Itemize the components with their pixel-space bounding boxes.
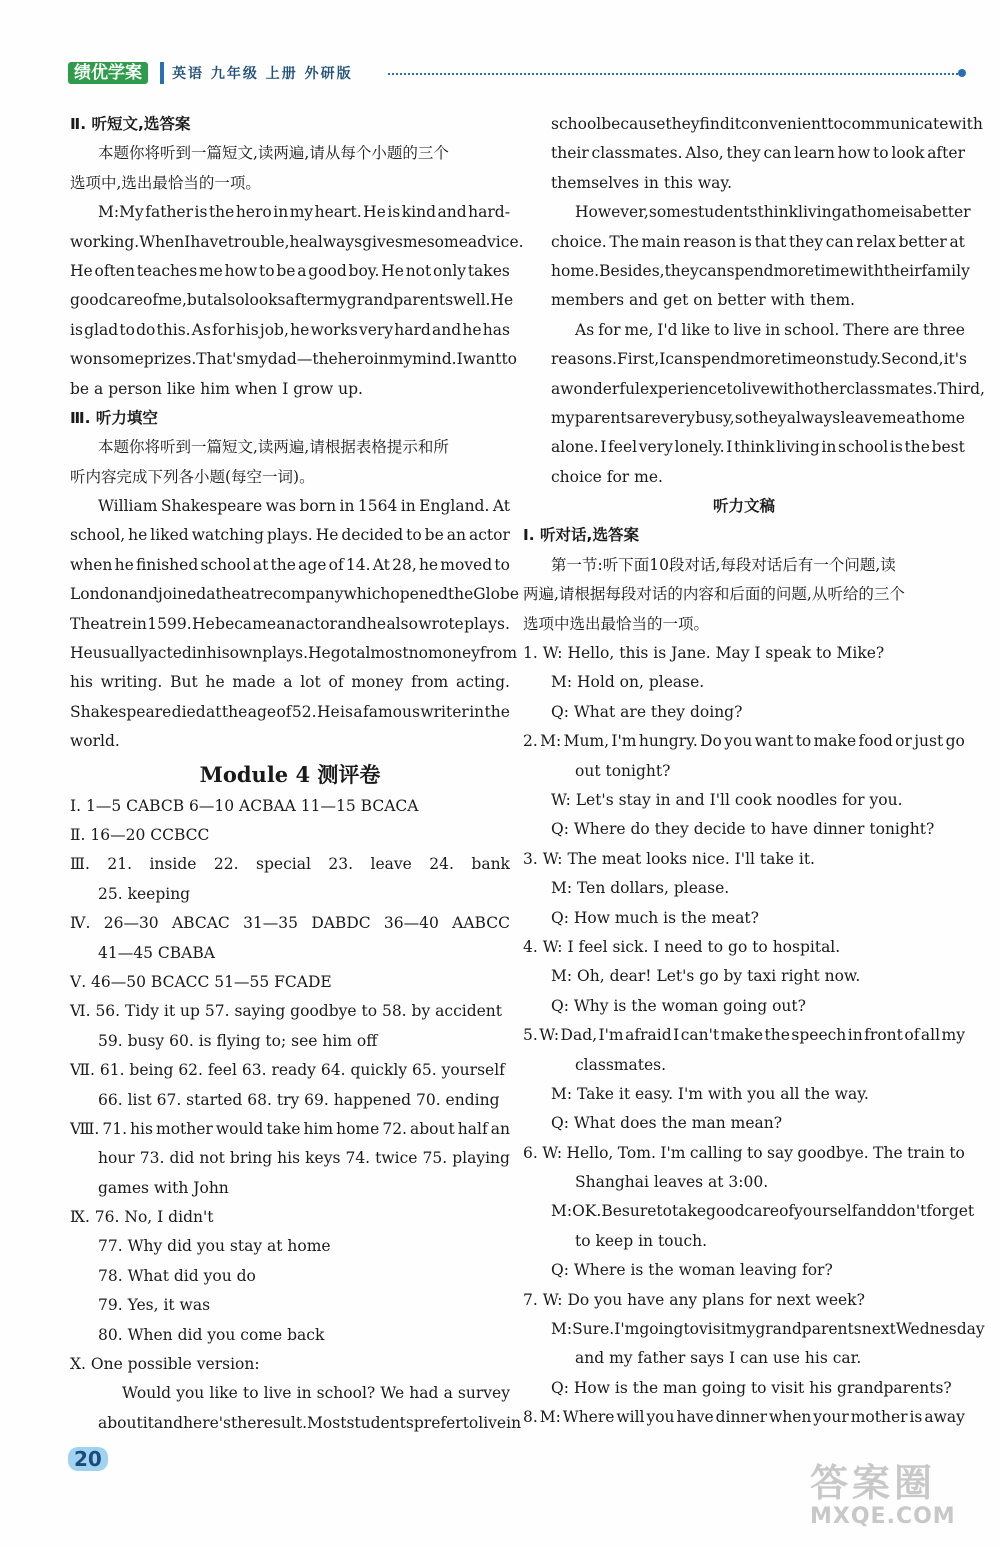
left-text-line: hour 73. did not bring his keys 74. twice 75. playing: [98, 1149, 510, 1168]
right-text-line: 选项中选出最恰当的一项。: [523, 614, 710, 633]
right-text-line: 2. M: Mum, I'm hungry. Do you want to make food or just go: [523, 732, 965, 751]
left-text-line: world.: [70, 732, 120, 751]
left-text-line: Ⅱ. 听短文,选答案: [70, 115, 191, 133]
right-text-line: Q: What does the man mean?: [551, 1114, 783, 1133]
right-text-line: Q: How much is the meat?: [551, 908, 759, 927]
left-text-line: 66. list 67. started 68. try 69. happened 70. ending: [98, 1090, 500, 1109]
right-text-line: a wonderful experience to live with other classmates. Third,: [551, 379, 985, 398]
right-text-line: 两遍,请根据每段对话的内容和后面的问题,从听给的三个: [523, 585, 905, 604]
right-text-line: Q: Where do they decide to have dinner tonight?: [551, 820, 935, 839]
left-text-line: won some prizes. That's my dad—the hero in my mind. I want to: [70, 350, 517, 369]
left-text-line: Ⅴ. 46—50 BCACC 51—55 FCADE: [70, 972, 332, 991]
left-text-line: about it and here's the result. Most students prefer to live in: [98, 1413, 522, 1432]
left-text-line: He often teaches me how to be a good boy. He not only takes: [70, 261, 510, 280]
right-text-line: 6. W: Hello, Tom. I'm calling to say goodbye. The train to: [523, 1143, 965, 1162]
right-text-line: and my father says I can use his car.: [575, 1349, 862, 1368]
right-text-line: my parents are very busy, so they always leave me at home: [551, 408, 965, 427]
right-text-line: Q: Why is the woman going out?: [551, 996, 806, 1015]
right-text-line: 5. W: Dad, I'm afraid I can't make the speech in front of all my: [523, 1026, 965, 1045]
left-text-line: Would you like to live in school? We had a survey: [122, 1384, 510, 1403]
left-text-line: Theatre in 1599. He became an actor and he also wrote plays.: [70, 614, 510, 633]
right-text-line: M: OK. Be sure to take good care of yourself and don't forget: [551, 1202, 975, 1221]
left-text-line: Module 4 测评卷: [199, 761, 381, 787]
book-logo: 绩优学案: [68, 62, 148, 84]
left-text-line: working. When I have trouble, he always gives me some advice.: [70, 232, 524, 251]
watermark: [810, 1462, 980, 1537]
right-text-line: M: Ten dollars, please.: [551, 879, 730, 898]
right-text-line: However, some students think living at home is a better: [575, 203, 971, 222]
right-text-line: 听力文稿: [712, 497, 775, 516]
left-text-line: Ⅹ. One possible version:: [70, 1355, 260, 1374]
left-text-line: 25. keeping: [98, 884, 191, 903]
left-text-line: 78. What did you do: [98, 1266, 256, 1285]
right-text-line: out tonight?: [575, 761, 671, 780]
right-text-line: Q: What are they doing?: [551, 702, 743, 721]
left-text-line: Ⅸ. 76. No, I didn't: [70, 1208, 214, 1227]
left-text-line: good care of me, but also looks after my grandparents well. He: [70, 291, 514, 310]
right-text-line: to keep in touch.: [575, 1231, 708, 1250]
left-text-line: games with John: [98, 1178, 229, 1197]
left-text-line: Ⅷ. 71. his mother would take him home 72. about half an: [70, 1119, 510, 1138]
left-text-line: is glad to do this. As for his job, he works very hard and he has: [70, 320, 510, 339]
page-header: [68, 62, 968, 84]
right-text-line: their classmates. Also, they can learn how to look after: [551, 144, 965, 163]
right-text-line: 8. M: Where will you have dinner when your mother is away: [523, 1408, 965, 1427]
page-number: 20: [68, 1447, 108, 1471]
right-text-line: M: Hold on, please.: [551, 673, 705, 692]
left-text-line: when he finished school at the age of 14. At 28, he moved to: [70, 555, 510, 574]
right-column: [523, 110, 985, 1433]
right-text-line: W: Let's stay in and I'll cook noodles for you.: [551, 790, 903, 809]
right-text-line: M: Take it easy. I'm with you all the way.: [551, 1084, 869, 1103]
right-text-line: 7. W: Do you have any plans for next week?: [523, 1290, 865, 1309]
header-end-dot: [958, 69, 966, 77]
left-text-line: 本题你将听到一篇短文,读两遍,请根据表格提示和所: [98, 438, 449, 457]
right-text-line: reasons. First, I can spend more time on study. Second, it's: [551, 350, 967, 369]
left-text-line: 选项中,选出最恰当的一项。: [70, 173, 261, 192]
left-text-line: Ⅲ. 21. inside 22. special 23. leave 24. bank: [70, 855, 510, 874]
header-subtitle: 英语 九年级 上册 外研版: [172, 66, 353, 82]
right-text-line: Shanghai leaves at 3:00.: [575, 1173, 769, 1192]
right-text-line: M: Sure. I'm going to visit my grandparents next Wednesday: [551, 1320, 985, 1339]
left-text-line: He usually acted in his own plays. He got almost no money from: [70, 644, 518, 663]
left-text-line: 77. Why did you stay at home: [98, 1237, 331, 1256]
left-text-line: Ⅱ. 16—20 CCBCC: [70, 825, 210, 844]
right-text-line: 第一节:听下面10段对话,每段对话后有一个问题,读: [551, 555, 896, 574]
left-text-line: be a person like him when I grow up.: [70, 379, 363, 398]
right-text-line: choice. The main reason is that they can relax better at: [551, 232, 965, 251]
left-text-line: Ⅳ. 26—30 ABCAC 31—35 DABDC 36—40 AABCC: [70, 914, 510, 933]
left-text-line: 79. Yes, it was: [98, 1296, 211, 1315]
left-text-line: London and joined a theatre company which opened the Globe: [70, 585, 520, 604]
right-text-line: Q: Where is the woman leaving for?: [551, 1261, 833, 1280]
right-text-line: 3. W: The meat looks nice. I'll take it.: [523, 849, 815, 868]
right-text-line: members and get on better with them.: [551, 291, 855, 310]
watermark-url: MXQE.COM: [810, 1504, 956, 1529]
left-text-line: Shakespeare died at the age of 52. He is a famous writer in the: [70, 702, 510, 721]
right-text-line: 4. W: I feel sick. I need to go to hospital.: [523, 937, 841, 956]
right-text-line: Q: How is the man going to visit his grandparents?: [551, 1378, 952, 1397]
left-text-line: 本题你将听到一篇短文,读两遍,请从每个小题的三个: [98, 144, 449, 163]
right-text-line: themselves in this way.: [551, 173, 733, 192]
left-text-line: 59. busy 60. is flying to; see him off: [98, 1031, 378, 1050]
left-text-line: M:My father is the hero in my heart. He is kind and hard-: [98, 203, 510, 222]
right-text-line: alone. I feel very lonely. I think living in school is the best: [551, 438, 965, 457]
left-text-line: Ⅶ. 61. being 62. feel 63. ready 64. quickly 65. yourself: [70, 1061, 505, 1080]
left-text-line: his writing. But he made a lot of money from acting.: [70, 673, 510, 692]
left-text-line: Ⅲ. 听力填空: [70, 408, 158, 427]
right-text-line: school because they find it convenient to communicate with: [551, 115, 983, 133]
right-text-line: classmates.: [575, 1055, 667, 1074]
left-text-line: Ⅵ. 56. Tidy it up 57. saying goodbye to 58. by accident: [70, 1002, 503, 1021]
right-text-line: choice for me.: [551, 467, 663, 486]
left-column: [70, 110, 524, 1438]
watermark-chinese: 答案圈: [810, 1461, 937, 1505]
header-dotted-rule: [388, 73, 958, 75]
logo-bracket-decoration: [160, 62, 164, 84]
left-text-line: 听内容完成下列各小题(每空一词)。: [70, 467, 315, 486]
left-text-line: Ⅰ. 1—5 CABCB 6—10 ACBAA 11—15 BCACA: [70, 796, 419, 815]
right-text-line: M: Oh, dear! Let's go by taxi right now.: [551, 967, 861, 986]
right-text-line: 1. W: Hello, this is Jane. May I speak to Mike?: [523, 644, 885, 663]
right-text-line: As for me, I'd like to live in school. There are three: [575, 320, 965, 339]
left-text-line: 41—45 CBABA: [98, 943, 215, 962]
left-text-line: William Shakespeare was born in 1564 in England. At: [98, 497, 510, 516]
left-text-line: school, he liked watching plays. He decided to be an actor: [70, 526, 510, 545]
right-text-line: Ⅰ. 听对话,选答案: [523, 526, 639, 545]
right-text-line: home. Besides, they can spend more time with their family: [551, 261, 970, 280]
left-text-line: 80. When did you come back: [98, 1325, 325, 1344]
